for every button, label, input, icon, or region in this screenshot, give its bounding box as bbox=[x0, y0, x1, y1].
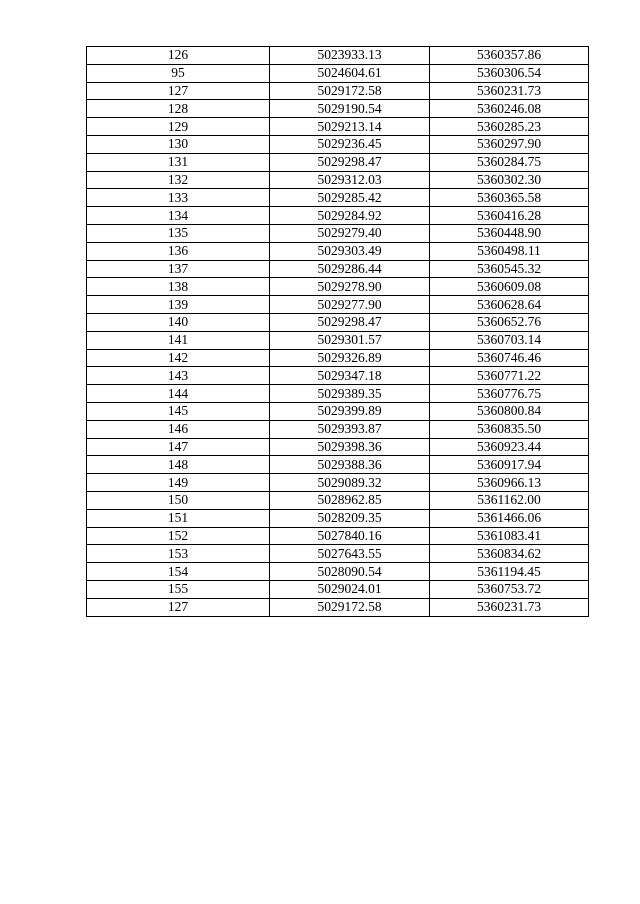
point-number-cell: 150 bbox=[87, 491, 270, 509]
table-row bbox=[87, 402, 589, 420]
x-coordinate-cell: 5029286.44 bbox=[270, 260, 430, 278]
table-row bbox=[87, 207, 589, 225]
x-coordinate-cell: 5023933.13 bbox=[270, 47, 430, 65]
table-row bbox=[87, 82, 589, 100]
x-coordinate-cell: 5027643.55 bbox=[270, 545, 430, 563]
point-number-cell: 132 bbox=[87, 171, 270, 189]
y-coordinate-cell: 5360746.46 bbox=[430, 349, 589, 367]
point-number-cell: 143 bbox=[87, 367, 270, 385]
table-row bbox=[87, 313, 589, 331]
table-row bbox=[87, 580, 589, 598]
table-row bbox=[87, 189, 589, 207]
point-number-cell: 136 bbox=[87, 242, 270, 260]
y-coordinate-cell: 5360246.08 bbox=[430, 100, 589, 118]
table-row bbox=[87, 296, 589, 314]
y-coordinate-cell: 5360545.32 bbox=[430, 260, 589, 278]
point-number-cell: 141 bbox=[87, 331, 270, 349]
table-row bbox=[87, 260, 589, 278]
y-coordinate-cell: 5360498.11 bbox=[430, 242, 589, 260]
table-row bbox=[87, 420, 589, 438]
table-row bbox=[87, 527, 589, 545]
y-coordinate-cell: 5361083.41 bbox=[430, 527, 589, 545]
table-row bbox=[87, 474, 589, 492]
x-coordinate-cell: 5029298.47 bbox=[270, 153, 430, 171]
table-row bbox=[87, 47, 589, 65]
y-coordinate-cell: 5360834.62 bbox=[430, 545, 589, 563]
y-coordinate-cell: 5360231.73 bbox=[430, 598, 589, 616]
y-coordinate-cell: 5360297.90 bbox=[430, 135, 589, 153]
table-row bbox=[87, 64, 589, 82]
y-coordinate-cell: 5360771.22 bbox=[430, 367, 589, 385]
y-coordinate-cell: 5360966.13 bbox=[430, 474, 589, 492]
table-row bbox=[87, 100, 589, 118]
y-coordinate-cell: 5360285.23 bbox=[430, 118, 589, 136]
x-coordinate-cell: 5029399.89 bbox=[270, 402, 430, 420]
y-coordinate-cell: 5360609.08 bbox=[430, 278, 589, 296]
x-coordinate-cell: 5027840.16 bbox=[270, 527, 430, 545]
y-coordinate-cell: 5360231.73 bbox=[430, 82, 589, 100]
y-coordinate-cell: 5360753.72 bbox=[430, 580, 589, 598]
point-number-cell: 135 bbox=[87, 224, 270, 242]
point-number-cell: 142 bbox=[87, 349, 270, 367]
y-coordinate-cell: 5360284.75 bbox=[430, 153, 589, 171]
x-coordinate-cell: 5028962.85 bbox=[270, 491, 430, 509]
point-number-cell: 149 bbox=[87, 474, 270, 492]
x-coordinate-cell: 5029301.57 bbox=[270, 331, 430, 349]
y-coordinate-cell: 5361194.45 bbox=[430, 563, 589, 581]
y-coordinate-cell: 5361162.00 bbox=[430, 491, 589, 509]
point-number-cell: 131 bbox=[87, 153, 270, 171]
point-number-cell: 148 bbox=[87, 456, 270, 474]
table-row bbox=[87, 598, 589, 616]
point-number-cell: 138 bbox=[87, 278, 270, 296]
x-coordinate-cell: 5029389.35 bbox=[270, 385, 430, 403]
y-coordinate-cell: 5360835.50 bbox=[430, 420, 589, 438]
x-coordinate-cell: 5029190.54 bbox=[270, 100, 430, 118]
table-row bbox=[87, 385, 589, 403]
coordinates-table bbox=[86, 46, 589, 617]
table-row bbox=[87, 135, 589, 153]
x-coordinate-cell: 5029089.32 bbox=[270, 474, 430, 492]
table-row bbox=[87, 224, 589, 242]
point-number-cell: 152 bbox=[87, 527, 270, 545]
point-number-cell: 139 bbox=[87, 296, 270, 314]
x-coordinate-cell: 5029172.58 bbox=[270, 598, 430, 616]
x-coordinate-cell: 5029278.90 bbox=[270, 278, 430, 296]
table-row bbox=[87, 456, 589, 474]
point-number-cell: 128 bbox=[87, 100, 270, 118]
x-coordinate-cell: 5029347.18 bbox=[270, 367, 430, 385]
table-row bbox=[87, 491, 589, 509]
x-coordinate-cell: 5029279.40 bbox=[270, 224, 430, 242]
table-row bbox=[87, 438, 589, 456]
point-number-cell: 144 bbox=[87, 385, 270, 403]
point-number-cell: 147 bbox=[87, 438, 270, 456]
table-row bbox=[87, 349, 589, 367]
x-coordinate-cell: 5029388.36 bbox=[270, 456, 430, 474]
x-coordinate-cell: 5028090.54 bbox=[270, 563, 430, 581]
table-row bbox=[87, 367, 589, 385]
table-row bbox=[87, 563, 589, 581]
y-coordinate-cell: 5360628.64 bbox=[430, 296, 589, 314]
table-row bbox=[87, 118, 589, 136]
point-number-cell: 127 bbox=[87, 598, 270, 616]
table-row bbox=[87, 545, 589, 563]
y-coordinate-cell: 5360448.90 bbox=[430, 224, 589, 242]
table-row bbox=[87, 242, 589, 260]
x-coordinate-cell: 5029236.45 bbox=[270, 135, 430, 153]
point-number-cell: 153 bbox=[87, 545, 270, 563]
x-coordinate-cell: 5029172.58 bbox=[270, 82, 430, 100]
x-coordinate-cell: 5028209.35 bbox=[270, 509, 430, 527]
point-number-cell: 154 bbox=[87, 563, 270, 581]
y-coordinate-cell: 5360365.58 bbox=[430, 189, 589, 207]
point-number-cell: 130 bbox=[87, 135, 270, 153]
y-coordinate-cell: 5360776.75 bbox=[430, 385, 589, 403]
x-coordinate-cell: 5029285.42 bbox=[270, 189, 430, 207]
x-coordinate-cell: 5024604.61 bbox=[270, 64, 430, 82]
point-number-cell: 95 bbox=[87, 64, 270, 82]
point-number-cell: 134 bbox=[87, 207, 270, 225]
x-coordinate-cell: 5029284.92 bbox=[270, 207, 430, 225]
x-coordinate-cell: 5029326.89 bbox=[270, 349, 430, 367]
point-number-cell: 151 bbox=[87, 509, 270, 527]
point-number-cell: 129 bbox=[87, 118, 270, 136]
y-coordinate-cell: 5360357.86 bbox=[430, 47, 589, 65]
table-row bbox=[87, 153, 589, 171]
y-coordinate-cell: 5360416.28 bbox=[430, 207, 589, 225]
point-number-cell: 126 bbox=[87, 47, 270, 65]
x-coordinate-cell: 5029277.90 bbox=[270, 296, 430, 314]
x-coordinate-cell: 5029024.01 bbox=[270, 580, 430, 598]
y-coordinate-cell: 5360917.94 bbox=[430, 456, 589, 474]
coordinates-table-body bbox=[87, 47, 589, 617]
y-coordinate-cell: 5360800.84 bbox=[430, 402, 589, 420]
x-coordinate-cell: 5029298.47 bbox=[270, 313, 430, 331]
x-coordinate-cell: 5029312.03 bbox=[270, 171, 430, 189]
y-coordinate-cell: 5360652.76 bbox=[430, 313, 589, 331]
table-row bbox=[87, 171, 589, 189]
y-coordinate-cell: 5361466.06 bbox=[430, 509, 589, 527]
point-number-cell: 137 bbox=[87, 260, 270, 278]
y-coordinate-cell: 5360302.30 bbox=[430, 171, 589, 189]
point-number-cell: 140 bbox=[87, 313, 270, 331]
point-number-cell: 145 bbox=[87, 402, 270, 420]
table-row bbox=[87, 331, 589, 349]
point-number-cell: 133 bbox=[87, 189, 270, 207]
y-coordinate-cell: 5360306.54 bbox=[430, 64, 589, 82]
x-coordinate-cell: 5029393.87 bbox=[270, 420, 430, 438]
table-row bbox=[87, 509, 589, 527]
point-number-cell: 146 bbox=[87, 420, 270, 438]
x-coordinate-cell: 5029303.49 bbox=[270, 242, 430, 260]
y-coordinate-cell: 5360703.14 bbox=[430, 331, 589, 349]
x-coordinate-cell: 5029213.14 bbox=[270, 118, 430, 136]
point-number-cell: 155 bbox=[87, 580, 270, 598]
y-coordinate-cell: 5360923.44 bbox=[430, 438, 589, 456]
table-row bbox=[87, 278, 589, 296]
x-coordinate-cell: 5029398.36 bbox=[270, 438, 430, 456]
point-number-cell: 127 bbox=[87, 82, 270, 100]
